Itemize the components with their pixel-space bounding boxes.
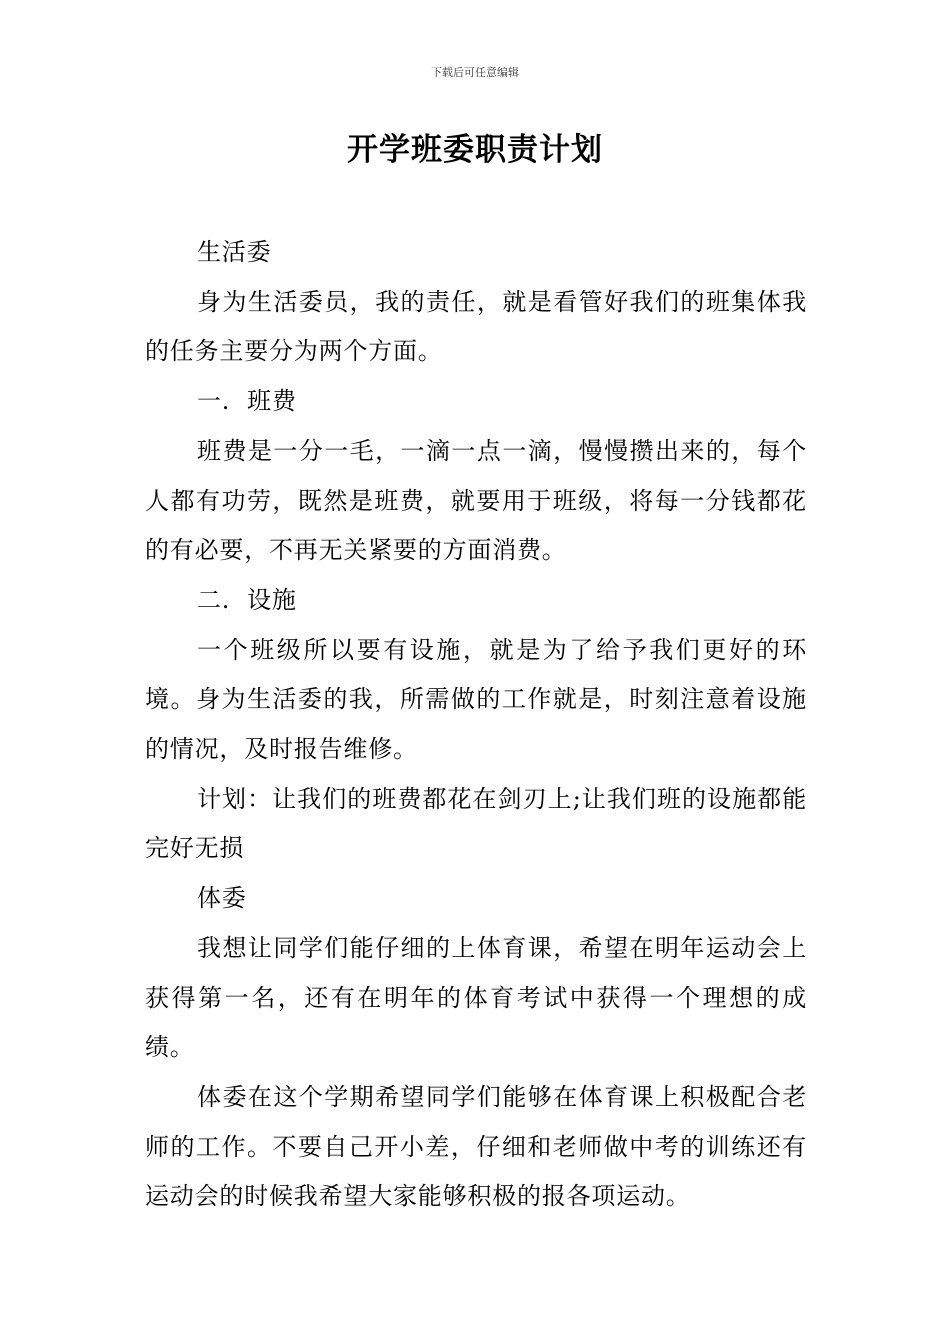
document-title: 开学班委职责计划: [347, 132, 603, 168]
paragraph: 班费是一分一毛，一滴一点一滴，慢慢攒出来的，每个人都有功劳，既然是班费，就要用于班级，将每一分钱都花的有必要，不再无关紧要的方面消费。: [145, 436, 807, 565]
paragraph: 我想让同学们能仔细的上体育课，希望在明年运动会上获得第一名，还有在明年的体育考试中获得一个理想的成绩。: [145, 933, 807, 1062]
subheading-facilities: 二. 设施: [197, 585, 297, 614]
subheading-class-fee: 一. 班费: [197, 387, 297, 416]
paragraph: 体委在这个学期希望同学们能够在体育课上积极配合老师的工作。不要自己开小差，仔细和老师做中考的训练还有运动会的时候我希望大家能够积极的报各项运动。: [145, 1082, 807, 1211]
section-heading-sports-committee: 体委: [197, 884, 247, 913]
paragraph: 身为生活委员，我的责任，就是看管好我们的班集体我的任务主要分为两个方面。: [145, 287, 807, 366]
section-heading-life-committee: 生活委: [197, 238, 272, 266]
paragraph: 一个班级所以要有设施，就是为了给予我们更好的环境。身为生活委的我，所需做的工作就是，时刻注意着设施的情况，及时报告维修。: [145, 635, 807, 764]
document-body: [145, 228, 807, 1222]
plan-paragraph: 计划：让我们的班费都花在剑刃上;让我们班的设施都能完好无损: [145, 784, 807, 863]
header-note: 下载后可任意编辑: [431, 66, 519, 79]
